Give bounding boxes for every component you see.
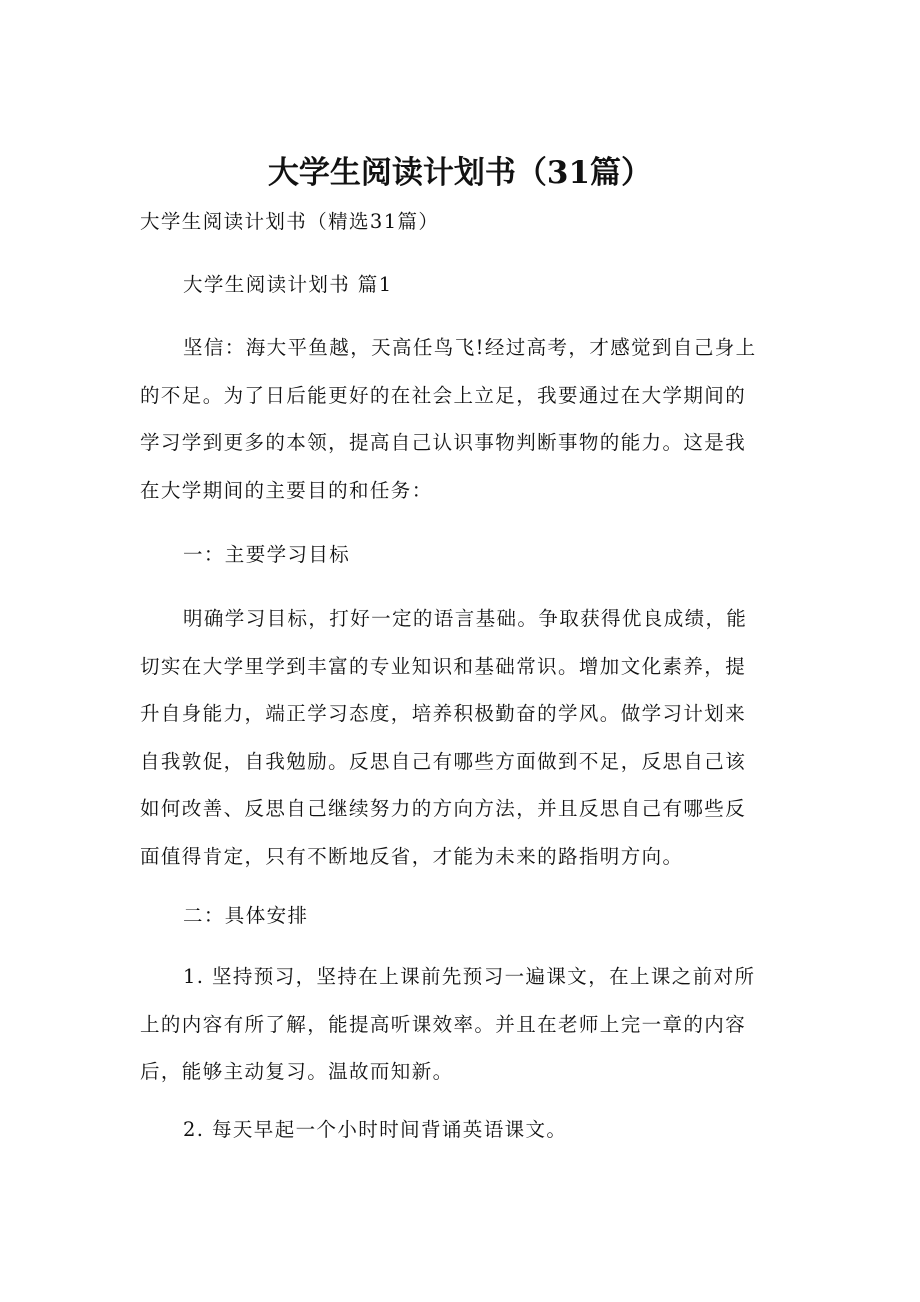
text-line: 切实在大学里学到丰富的专业知识和基础常识。增加文化素养，提 (140, 654, 747, 678)
text-line: 1. 坚持预习，坚持在上课前先预习一遍课文，在上课之前对所 (183, 965, 756, 988)
text-line: 上的内容有所了解，能提高听课效率。并且在老师上完一章的内容 (140, 1012, 747, 1036)
section-heading (140, 261, 800, 309)
heading-text: 二：具体安排 (183, 904, 309, 927)
document-title: 大学生阅读计划书（31篇） (267, 155, 653, 191)
text-line: 学习学到更多的本领，提高自己认识事物判断事物的能力。这是我 (140, 431, 747, 454)
heading-text: 一：主要学习目标 (183, 543, 351, 566)
document-subtitle (140, 198, 800, 246)
text-line: 自我敦促，自我勉励。反思自己有哪些方面做到不足，反思自己该 (140, 749, 747, 773)
text-line: 的不足。为了日后能更好的在社会上立足，我要通过在大学期间的 (140, 383, 747, 407)
text-line: 2. 每天早起一个小时时间背诵英语课文。 (183, 1118, 568, 1141)
subtitle-text: 大学生阅读计划书（精选31篇） (140, 210, 440, 233)
heading-arrangement (140, 892, 800, 940)
text-line: 面值得肯定，只有不断地反省，才能为未来的路指明方向。 (140, 844, 684, 868)
text-line: 升自身能力，端正学习态度，培养积极勤奋的学风。做学习计划来 (140, 702, 747, 725)
heading-goals (140, 531, 800, 579)
section-heading-text: 大学生阅读计划书 篇1 (183, 273, 393, 296)
text-line: 后，能够主动复习。温故而知新。 (140, 1060, 454, 1083)
text-line: 坚信：海大平鱼越，天高任鸟飞!经过高考，才感觉到自己身上 (183, 336, 757, 359)
text-line: 明确学习目标，打好一定的语言基础。争取获得优良成绩，能 (183, 607, 748, 630)
text-line: 如何改善、反思自己继续努力的方向方法，并且反思自己有哪些反 (140, 797, 747, 820)
paragraph-goals (140, 595, 800, 880)
text-line: 在大学期间的主要目的和任务： (140, 478, 433, 502)
list-item-1 (140, 953, 800, 1096)
paragraph-intro (140, 324, 800, 514)
list-item-2 (140, 1106, 800, 1154)
